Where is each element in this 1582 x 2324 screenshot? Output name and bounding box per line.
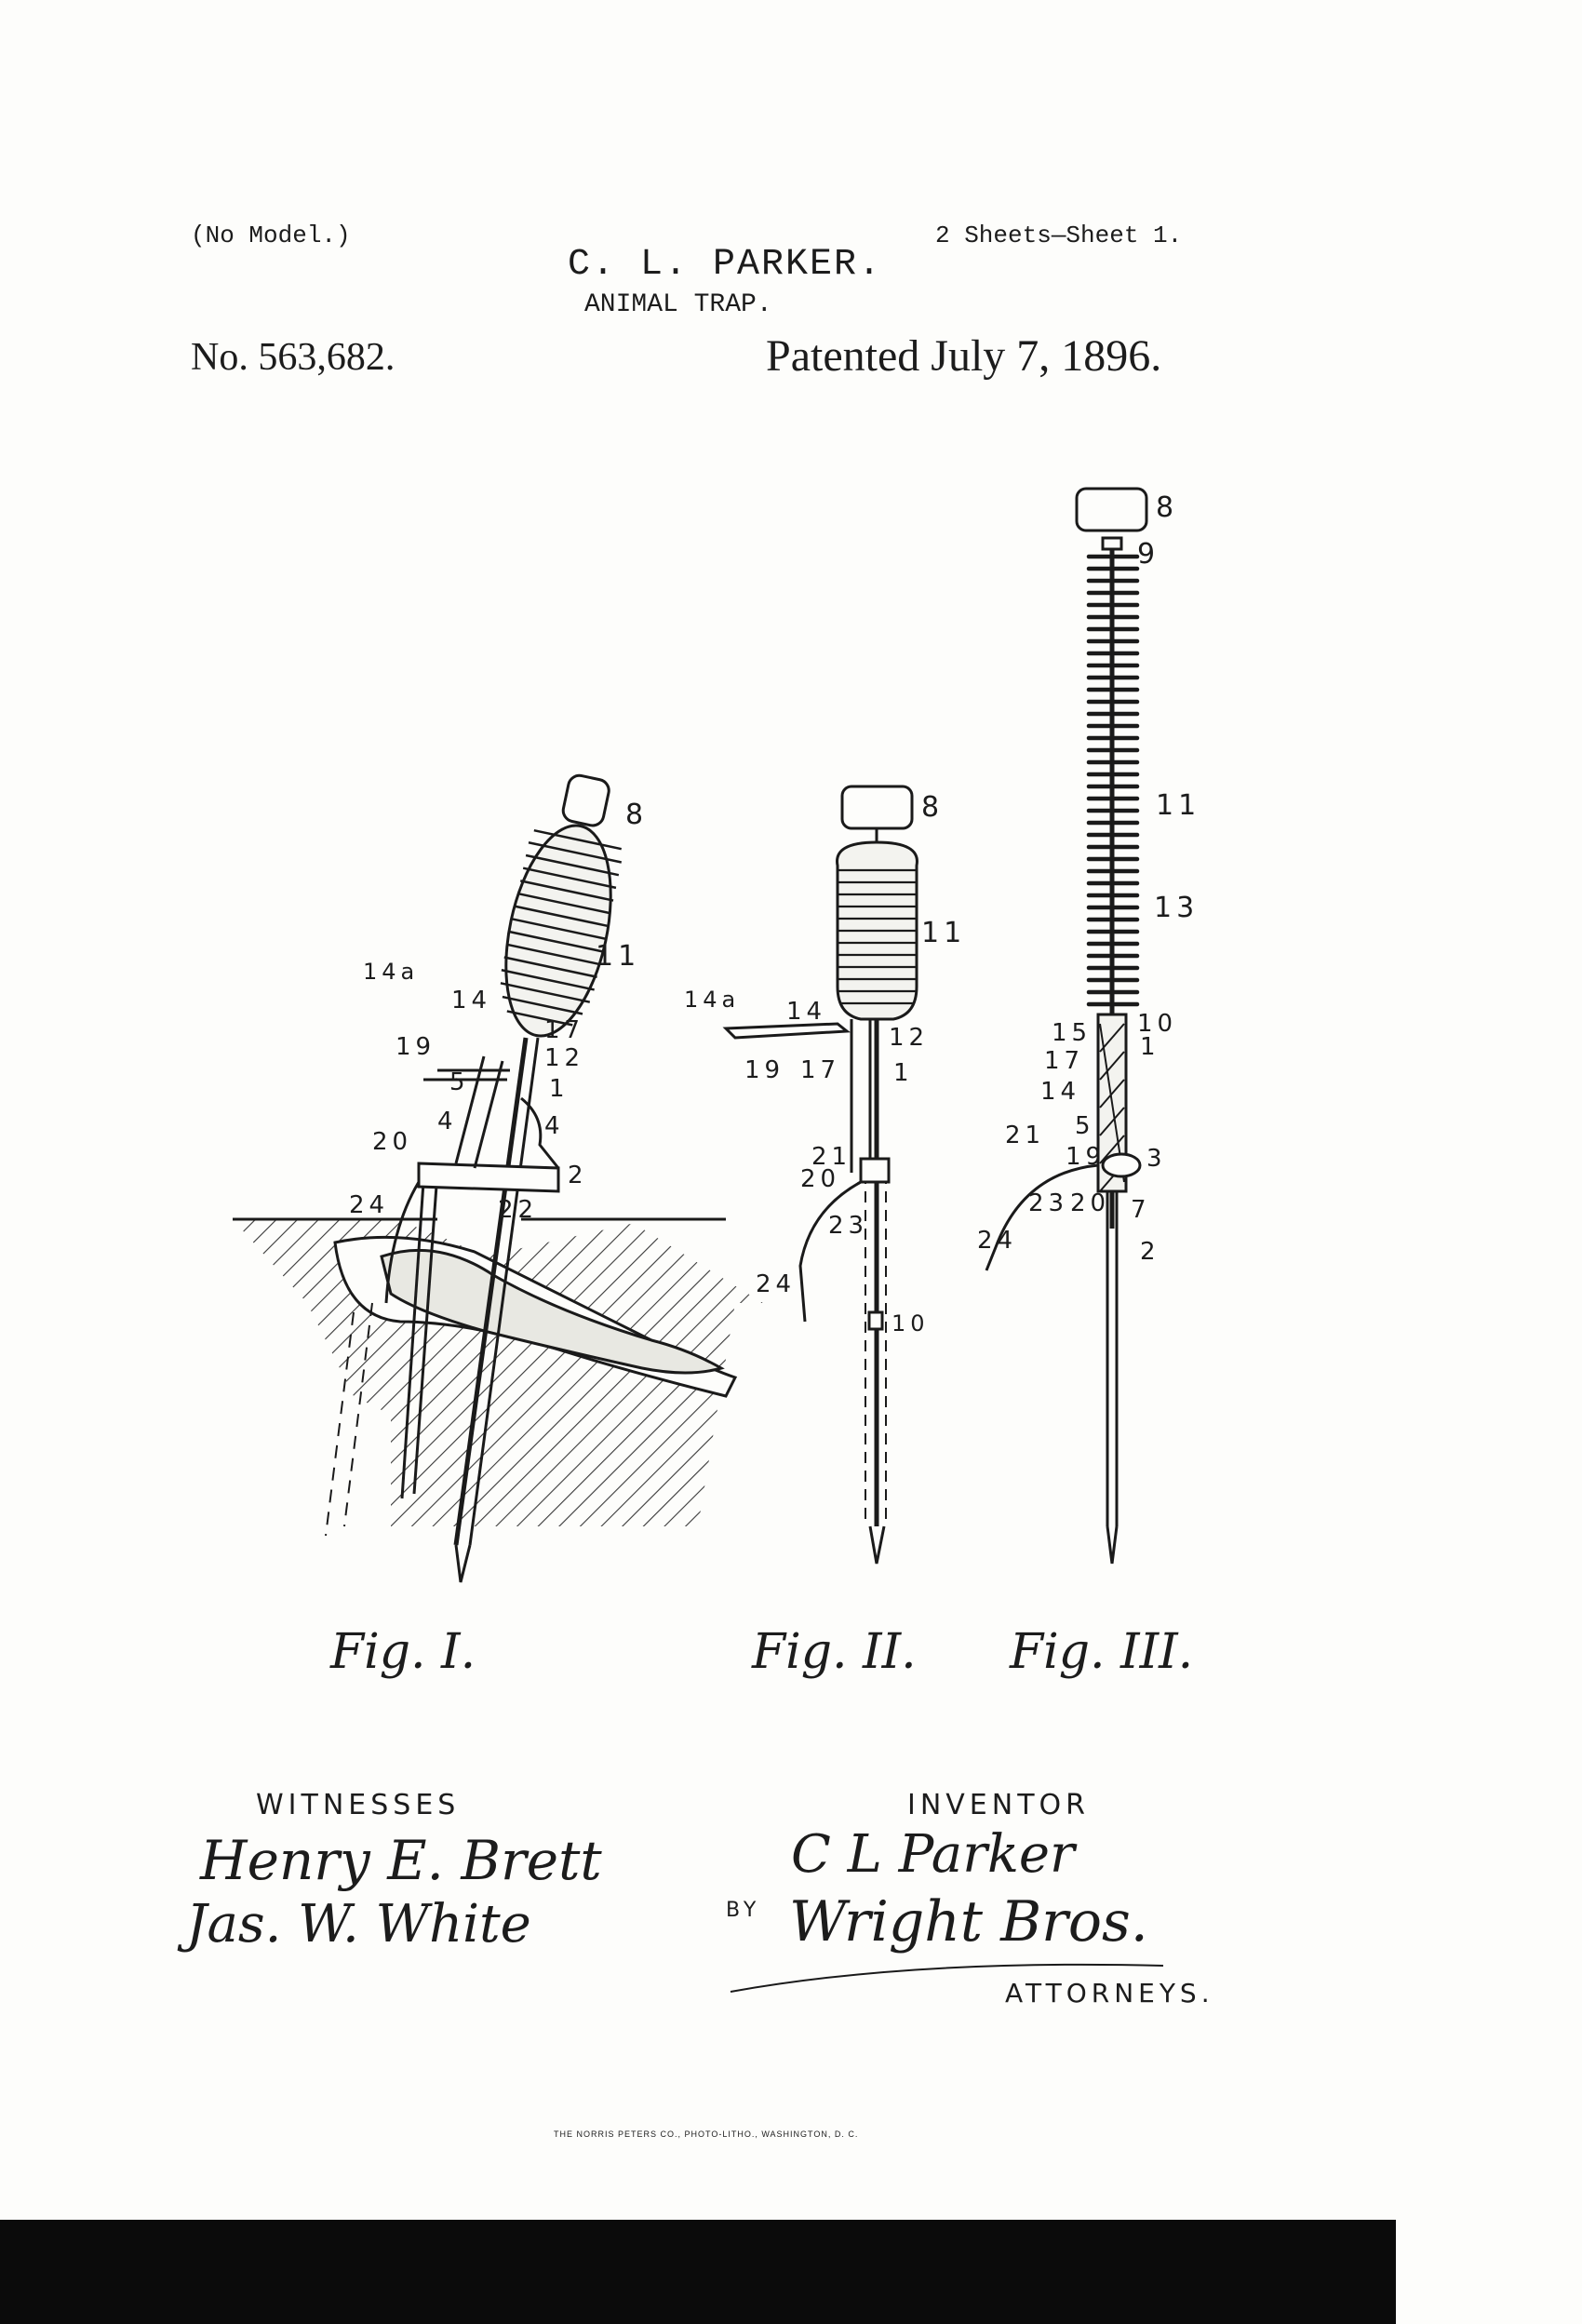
ref-label: 8 (921, 791, 945, 824)
sheets-label: 2 Sheets—Sheet 1. (935, 222, 1183, 249)
patent-title: ANIMAL TRAP. (584, 290, 772, 319)
fig1-drawing (233, 768, 763, 1582)
ref-label: 3 (1146, 1145, 1167, 1173)
witnesses-label: WITNESSES (256, 1789, 461, 1821)
ref-label: 14a (363, 959, 420, 985)
no-model-label: (No Model.) (191, 222, 351, 249)
attorneys-signature: Wright Bros. (789, 1889, 1148, 1955)
ref-label: 24 (977, 1227, 1018, 1255)
fig3-caption: Fig. III. (1010, 1624, 1194, 1680)
ref-label: 2 (568, 1162, 588, 1189)
ref-label: 17 (1044, 1047, 1085, 1075)
ref-label: 24 (349, 1191, 390, 1219)
ref-label: 10 (892, 1310, 930, 1337)
patent-number: No. 563,682. (191, 336, 396, 379)
fig1-caption: Fig. I. (330, 1624, 476, 1680)
ref-label: 1 (549, 1075, 570, 1103)
ref-label: 11 (596, 940, 641, 973)
ref-label: 1 (893, 1059, 914, 1087)
ref-label: 5 (1075, 1112, 1095, 1140)
ref-label: 14 (1040, 1078, 1081, 1106)
ref-label: 9 (1137, 538, 1160, 571)
witness-signature-1: Henry E. Brett (200, 1829, 602, 1892)
ref-label: 19 (1066, 1143, 1106, 1171)
ref-label: 2 (1140, 1238, 1160, 1266)
ref-label: 12 (889, 1024, 930, 1052)
inventor-label: INVENTOR (907, 1789, 1090, 1821)
attorneys-label: ATTORNEYS. (1005, 1978, 1214, 2008)
ref-label: 17 (544, 1016, 585, 1044)
ref-label: 10 (1137, 1010, 1178, 1038)
ref-label: 20 (800, 1165, 841, 1193)
ref-label: 21 (811, 1143, 852, 1171)
ref-label: 7 (1131, 1196, 1151, 1224)
ref-label: 4 (437, 1108, 458, 1135)
ref-label: 14 (451, 987, 492, 1014)
ref-label: 20 (372, 1128, 413, 1156)
ref-label: 5 (449, 1068, 470, 1096)
ref-label: 19 (744, 1056, 785, 1084)
by-label: BY (726, 1899, 761, 1922)
ref-label: 8 (1156, 491, 1179, 524)
ref-label: 17 (800, 1056, 841, 1084)
ref-label: 14a (684, 987, 741, 1013)
ref-label: 22 (498, 1196, 539, 1224)
ref-label: 13 (1154, 892, 1200, 924)
inventor-signature: C L Parker (791, 1824, 1075, 1885)
ref-label: 14 (786, 998, 827, 1026)
ref-label: 12 (544, 1044, 585, 1072)
ref-label: 15 (1052, 1019, 1093, 1047)
ref-label: 11 (921, 917, 967, 949)
ref-label: 4 (544, 1112, 565, 1140)
ref-label: 24 (756, 1270, 797, 1298)
ref-label: 23 (828, 1212, 869, 1240)
ref-label: 20 (1070, 1189, 1111, 1217)
scan-edge-bar (0, 2220, 1396, 2324)
ref-label: 21 (1005, 1122, 1046, 1149)
ref-label: 11 (1156, 789, 1201, 822)
ref-label: 19 (396, 1033, 436, 1061)
inventor-name-heading: C. L. PARKER. (568, 244, 883, 286)
ref-label: 23 (1028, 1189, 1069, 1217)
ref-label: 1 (1140, 1033, 1160, 1061)
patent-date: Patented July 7, 1896. (766, 331, 1162, 381)
witness-signature-2: Jas. W. White (186, 1894, 531, 1955)
fig2-caption: Fig. II. (752, 1624, 917, 1680)
printer-imprint: THE NORRIS PETERS CO., PHOTO-LITHO., WASHINGTON, D. C. (554, 2129, 859, 2139)
ref-label: 8 (625, 799, 649, 831)
